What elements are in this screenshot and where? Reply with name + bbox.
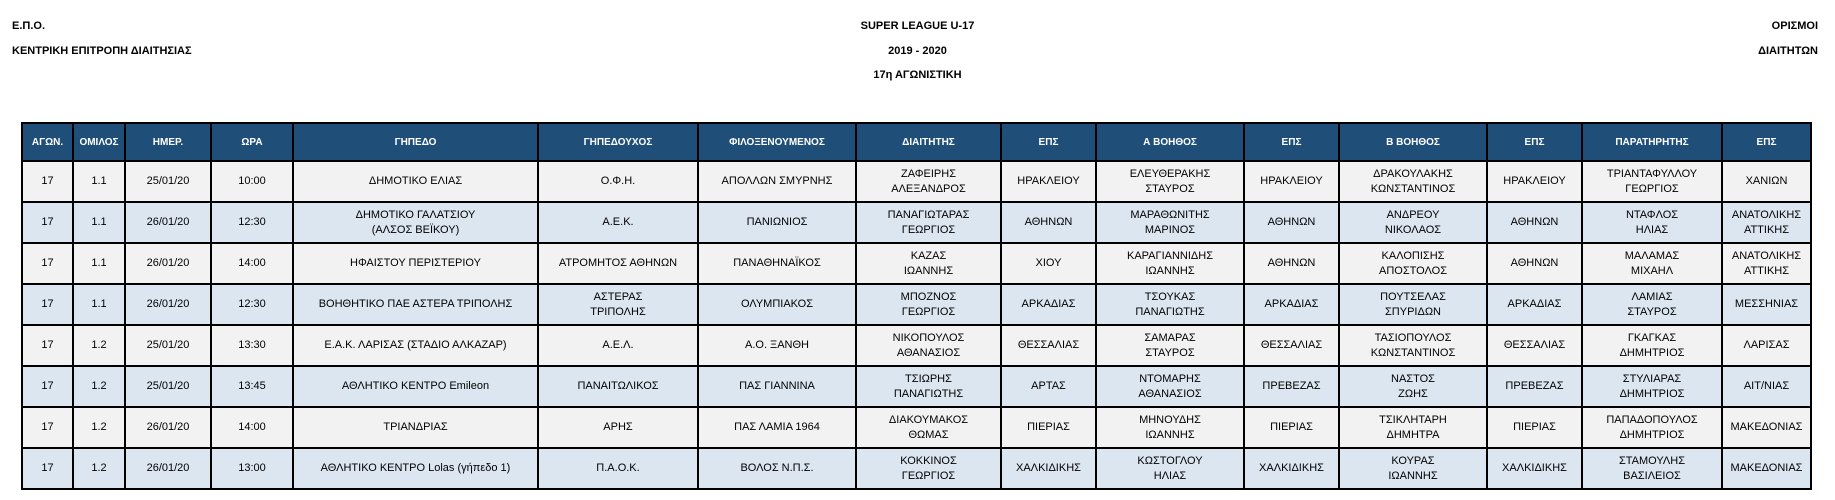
cell-assistant-b-eps: ΑΡΚΑΔΙΑΣ <box>1487 284 1582 325</box>
cell-assistant-b-eps: ΧΑΛΚΙΔΙΚΗΣ <box>1487 448 1582 489</box>
cell-away: ΠΑΝΙΩΝΙΟΣ <box>698 202 856 243</box>
cell-observer: ΝΤΑΦΛΟΣ ΗΛΙΑΣ <box>1582 202 1722 243</box>
table-row <box>22 448 1811 489</box>
cell-observer: ΤΡΙΑΝΤΑΦΥΛΛΟΥ ΓΕΩΡΓΙΟΣ <box>1582 161 1722 202</box>
cell-home: Π.Α.Ο.Κ. <box>538 448 698 489</box>
cell-referee-eps: ΑΡΚΑΔΙΑΣ <box>1001 284 1096 325</box>
cell-assistant-b-eps: ΑΘΗΝΩΝ <box>1487 202 1582 243</box>
cell-match: 17 <box>22 202 73 243</box>
col-header-referee: ΔΙΑΙΤΗΤΗΣ <box>856 123 1001 161</box>
cell-assistant-a: ΚΩΣΤΟΓΛΟΥ ΗΛΙΑΣ <box>1096 448 1244 489</box>
cell-referee-eps: ΗΡΑΚΛΕΙΟΥ <box>1001 161 1096 202</box>
cell-observer: ΣΤΥΛΙΑΡΑΣ ΔΗΜΗΤΡΙΟΣ <box>1582 366 1722 407</box>
cell-away: ΠΑΝΑΘΗΝΑΪΚΟΣ <box>698 243 856 284</box>
cell-observer: ΓΚΑΓΚΑΣ ΔΗΜΗΤΡΙΟΣ <box>1582 325 1722 366</box>
cell-away: ΠΑΣ ΓΙΑΝΝΙΝΑ <box>698 366 856 407</box>
col-header-away: ΦΙΛΟΞΕΝΟΥΜΕΝΟΣ <box>698 123 856 161</box>
col-header-time: ΩΡΑ <box>211 123 293 161</box>
cell-home: ΑΤΡΟΜΗΤΟΣ ΑΘΗΝΩΝ <box>538 243 698 284</box>
col-header-match: ΑΓΩΝ. <box>22 123 73 161</box>
cell-assistant-a-eps: ΑΘΗΝΩΝ <box>1244 202 1339 243</box>
table-row <box>22 202 1811 243</box>
cell-stadium: ΒΟΗΘΗΤΙΚΟ ΠΑΕ ΑΣΤΕΡΑ ΤΡΙΠΟΛΗΣ <box>293 284 538 325</box>
cell-referee: ΖΑΦΕΙΡΗΣ ΑΛΕΞΑΝΔΡΟΣ <box>856 161 1001 202</box>
cell-home: Α.Ε.Λ. <box>538 325 698 366</box>
cell-away: ΠΑΣ ΛΑΜΙΑ 1964 <box>698 407 856 448</box>
cell-observer-eps: ΜΕΣΣΗΝΙΑΣ <box>1722 284 1811 325</box>
cell-observer-eps: ΜΑΚΕΔΟΝΙΑΣ <box>1722 448 1811 489</box>
cell-date: 26/01/20 <box>125 448 211 489</box>
cell-observer-eps: ΛΑΡΙΣΑΣ <box>1722 325 1811 366</box>
cell-home: ΑΡΗΣ <box>538 407 698 448</box>
cell-stadium: ΤΡΙΑΝΔΡΙΑΣ <box>293 407 538 448</box>
table-row <box>22 366 1811 407</box>
cell-assistant-a-eps: ΑΘΗΝΩΝ <box>1244 243 1339 284</box>
cell-observer-eps: ΜΑΚΕΔΟΝΙΑΣ <box>1722 407 1811 448</box>
cell-group: 1.1 <box>73 243 125 284</box>
cell-stadium: ΑΘΛΗΤΙΚΟ ΚΕΝΤΡΟ Emileon <box>293 366 538 407</box>
col-header-group: ΟΜΙΛΟΣ <box>73 123 125 161</box>
cell-assistant-b-eps: ΠΙΕΡΙΑΣ <box>1487 407 1582 448</box>
cell-assistant-b: ΠΟΥΤΣΕΛΑΣ ΣΠΥΡΙΔΩΝ <box>1339 284 1487 325</box>
cell-observer: ΣΤΑΜΟΥΛΗΣ ΒΑΣΙΛΕΙΟΣ <box>1582 448 1722 489</box>
cell-assistant-a: ΜΑΡΑΘΩΝΙΤΗΣ ΜΑΡΙΝΟΣ <box>1096 202 1244 243</box>
col-header-referee-eps: ΕΠΣ <box>1001 123 1096 161</box>
cell-match: 17 <box>22 407 73 448</box>
cell-referee: ΝΙΚΟΠΟΥΛΟΣ ΑΘΑΝΑΣΙΟΣ <box>856 325 1001 366</box>
cell-time: 14:00 <box>211 243 293 284</box>
cell-assistant-a-eps: ΧΑΛΚΙΔΙΚΗΣ <box>1244 448 1339 489</box>
table-row <box>22 284 1811 325</box>
cell-stadium: ΔΗΜΟΤΙΚΟ ΕΛΙΑΣ <box>293 161 538 202</box>
cell-match: 17 <box>22 448 73 489</box>
cell-stadium: Ε.Α.Κ. ΛΑΡΙΣΑΣ (ΣΤΑΔΙΟ ΑΛΚΑΖΑΡ) <box>293 325 538 366</box>
table-header-row <box>22 123 1811 161</box>
cell-assistant-b: ΔΡΑΚΟΥΛΑΚΗΣ ΚΩΝΣΤΑΝΤΙΝΟΣ <box>1339 161 1487 202</box>
cell-match: 17 <box>22 366 73 407</box>
cell-time: 14:00 <box>211 407 293 448</box>
col-header-assistant-b-eps: ΕΠΣ <box>1487 123 1582 161</box>
cell-referee: ΔΙΑΚΟΥΜΑΚΟΣ ΘΩΜΑΣ <box>856 407 1001 448</box>
cell-date: 25/01/20 <box>125 161 211 202</box>
cell-time: 13:30 <box>211 325 293 366</box>
cell-referee: ΤΣΙΩΡΗΣ ΠΑΝΑΓΙΩΤΗΣ <box>856 366 1001 407</box>
cell-group: 1.2 <box>73 407 125 448</box>
cell-time: 12:30 <box>211 202 293 243</box>
cell-assistant-a: ΤΣΟΥΚΑΣ ΠΑΝΑΓΙΩΤΗΣ <box>1096 284 1244 325</box>
col-header-assistant-a: Α ΒΟΗΘΟΣ <box>1096 123 1244 161</box>
cell-group: 1.1 <box>73 161 125 202</box>
cell-date: 25/01/20 <box>125 366 211 407</box>
col-header-observer-eps: ΕΠΣ <box>1722 123 1811 161</box>
col-header-date: ΗΜΕΡ. <box>125 123 211 161</box>
col-header-home: ΓΗΠΕΔΟΥΧΟΣ <box>538 123 698 161</box>
cell-assistant-a: ΕΛΕΥΘΕΡΑΚΗΣ ΣΤΑΥΡΟΣ <box>1096 161 1244 202</box>
cell-match: 17 <box>22 325 73 366</box>
cell-assistant-a-eps: ΘΕΣΣΑΛΙΑΣ <box>1244 325 1339 366</box>
cell-group: 1.1 <box>73 202 125 243</box>
cell-referee-eps: ΧΑΛΚΙΔΙΚΗΣ <box>1001 448 1096 489</box>
cell-date: 26/01/20 <box>125 284 211 325</box>
committee-name: ΚΕΝΤΡΙΚΗ ΕΠΙΤΡΟΠΗ ΔΙΑΙΤΗΣΙΑΣ <box>12 45 192 57</box>
cell-group: 1.2 <box>73 448 125 489</box>
cell-home: ΠΑΝΑΙΤΩΛΙΚΟΣ <box>538 366 698 407</box>
cell-date: 26/01/20 <box>125 202 211 243</box>
cell-match: 17 <box>22 161 73 202</box>
league-title: SUPER LEAGUE U-17 <box>860 20 975 32</box>
cell-referee-eps: ΘΕΣΣΑΛΙΑΣ <box>1001 325 1096 366</box>
cell-group: 1.2 <box>73 366 125 407</box>
cell-observer: ΜΑΛΑΜΑΣ ΜΙΧΑΗΛ <box>1582 243 1722 284</box>
cell-time: 10:00 <box>211 161 293 202</box>
cell-time: 12:30 <box>211 284 293 325</box>
table-row <box>22 407 1811 448</box>
cell-match: 17 <box>22 243 73 284</box>
cell-assistant-a: ΝΤΟΜΑΡΗΣ ΑΘΑΝΑΣΙΟΣ <box>1096 366 1244 407</box>
cell-assistant-b: ΤΣΙΚΛΗΤΑΡΗ ΔΗΜΗΤΡΑ <box>1339 407 1487 448</box>
cell-stadium: ΗΦΑΙΣΤΟΥ ΠΕΡΙΣΤΕΡΙΟΥ <box>293 243 538 284</box>
cell-referee: ΜΠΟΖΝΟΣ ΓΕΩΡΓΙΟΣ <box>856 284 1001 325</box>
cell-observer-eps: ΑΙΤ/ΝΙΑΣ <box>1722 366 1811 407</box>
cell-assistant-b-eps: ΑΘΗΝΩΝ <box>1487 243 1582 284</box>
cell-away: ΟΛΥΜΠΙΑΚΟΣ <box>698 284 856 325</box>
table-row <box>22 325 1811 366</box>
cell-match: 17 <box>22 284 73 325</box>
cell-away: ΑΠΟΛΛΩΝ ΣΜΥΡΝΗΣ <box>698 161 856 202</box>
cell-group: 1.2 <box>73 325 125 366</box>
table-row <box>22 161 1811 202</box>
col-header-observer: ΠΑΡΑΤΗΡΗΤΗΣ <box>1582 123 1722 161</box>
cell-referee-eps: ΠΙΕΡΙΑΣ <box>1001 407 1096 448</box>
col-header-assistant-b: Β ΒΟΗΘΟΣ <box>1339 123 1487 161</box>
cell-date: 26/01/20 <box>125 243 211 284</box>
cell-date: 25/01/20 <box>125 325 211 366</box>
cell-group: 1.1 <box>73 284 125 325</box>
cell-assistant-b: ΝΑΣΤΟΣ ΖΩΗΣ <box>1339 366 1487 407</box>
cell-referee-eps: ΧΙΟΥ <box>1001 243 1096 284</box>
cell-observer-eps: ΧΑΝΙΩΝ <box>1722 161 1811 202</box>
cell-away: Α.Ο. ΞΑΝΘΗ <box>698 325 856 366</box>
cell-assistant-b-eps: ΗΡΑΚΛΕΙΟΥ <box>1487 161 1582 202</box>
cell-home: Ο.Φ.Η. <box>538 161 698 202</box>
cell-stadium: ΔΗΜΟΤΙΚΟ ΓΑΛΑΤΣΙΟΥ (ΑΛΣΟΣ ΒΕΪΚΟΥ) <box>293 202 538 243</box>
cell-referee-eps: ΑΘΗΝΩΝ <box>1001 202 1096 243</box>
cell-referee: ΠΑΝΑΓΙΩΤΑΡΑΣ ΓΕΩΡΓΙΟΣ <box>856 202 1001 243</box>
cell-time: 13:00 <box>211 448 293 489</box>
cell-observer-eps: ΑΝΑΤΟΛΙΚΗΣ ΑΤΤΙΚΗΣ <box>1722 202 1811 243</box>
cell-assistant-b: ΑΝΔΡΕΟΥ ΝΙΚΟΛΑΟΣ <box>1339 202 1487 243</box>
cell-assistant-a: ΚΑΡΑΓΙΑΝΝΙΔΗΣ ΙΩΑΝΝΗΣ <box>1096 243 1244 284</box>
cell-observer: ΛΑΜΙΑΣ ΣΤΑΥΡΟΣ <box>1582 284 1722 325</box>
cell-stadium: ΑΘΛΗΤΙΚΟ ΚΕΝΤΡΟ Lolas (γήπεδο 1) <box>293 448 538 489</box>
col-header-assistant-a-eps: ΕΠΣ <box>1244 123 1339 161</box>
cell-assistant-b-eps: ΘΕΣΣΑΛΙΑΣ <box>1487 325 1582 366</box>
header-right-line2: ΔΙΑΙΤΗΤΩΝ <box>1758 45 1818 57</box>
cell-referee-eps: ΑΡΤΑΣ <box>1001 366 1096 407</box>
matchday: 17η ΑΓΩΝΙΣΤΙΚΗ <box>873 69 962 81</box>
cell-time: 13:45 <box>211 366 293 407</box>
cell-assistant-a-eps: ΠΙΕΡΙΑΣ <box>1244 407 1339 448</box>
col-header-stadium: ΓΗΠΕΔΟ <box>293 123 538 161</box>
table-row <box>22 243 1811 284</box>
cell-date: 26/01/20 <box>125 407 211 448</box>
cell-home: ΑΣΤΕΡΑΣ ΤΡΙΠΟΛΗΣ <box>538 284 698 325</box>
cell-assistant-b: ΚΑΛΟΠΙΣΗΣ ΑΠΟΣΤΟΛΟΣ <box>1339 243 1487 284</box>
cell-assistant-b: ΚΟΥΡΑΣ ΙΩΑΝΝΗΣ <box>1339 448 1487 489</box>
header-right-line1: ΟΡΙΣΜΟΙ <box>1771 20 1818 32</box>
cell-assistant-a: ΣΑΜΑΡΑΣ ΣΤΑΥΡΟΣ <box>1096 325 1244 366</box>
cell-assistant-a: ΜΗΝΟΥΔΗΣ ΙΩΑΝΝΗΣ <box>1096 407 1244 448</box>
cell-away: ΒΟΛΟΣ Ν.Π.Σ. <box>698 448 856 489</box>
cell-assistant-a-eps: ΠΡΕΒΕΖΑΣ <box>1244 366 1339 407</box>
cell-assistant-a-eps: ΑΡΚΑΔΙΑΣ <box>1244 284 1339 325</box>
cell-observer-eps: ΑΝΑΤΟΛΙΚΗΣ ΑΤΤΙΚΗΣ <box>1722 243 1811 284</box>
cell-observer: ΠΑΠΑΔΟΠΟΥΛΟΣ ΔΗΜΗΤΡΙΟΣ <box>1582 407 1722 448</box>
org-name: Ε.Π.Ο. <box>12 20 46 32</box>
cell-referee: ΚΑΖΑΣ ΙΩΑΝΝΗΣ <box>856 243 1001 284</box>
cell-assistant-b: ΤΑΣΙΟΠΟΥΛΟΣ ΚΩΝΣΤΑΝΤΙΝΟΣ <box>1339 325 1487 366</box>
cell-assistant-a-eps: ΗΡΑΚΛΕΙΟΥ <box>1244 161 1339 202</box>
season: 2019 - 2020 <box>888 45 947 57</box>
referee-assignments-table <box>21 122 1812 490</box>
cell-assistant-b-eps: ΠΡΕΒΕΖΑΣ <box>1487 366 1582 407</box>
cell-home: Α.Ε.Κ. <box>538 202 698 243</box>
cell-referee: ΚΟΚΚΙΝΟΣ ΓΕΩΡΓΙΟΣ <box>856 448 1001 489</box>
